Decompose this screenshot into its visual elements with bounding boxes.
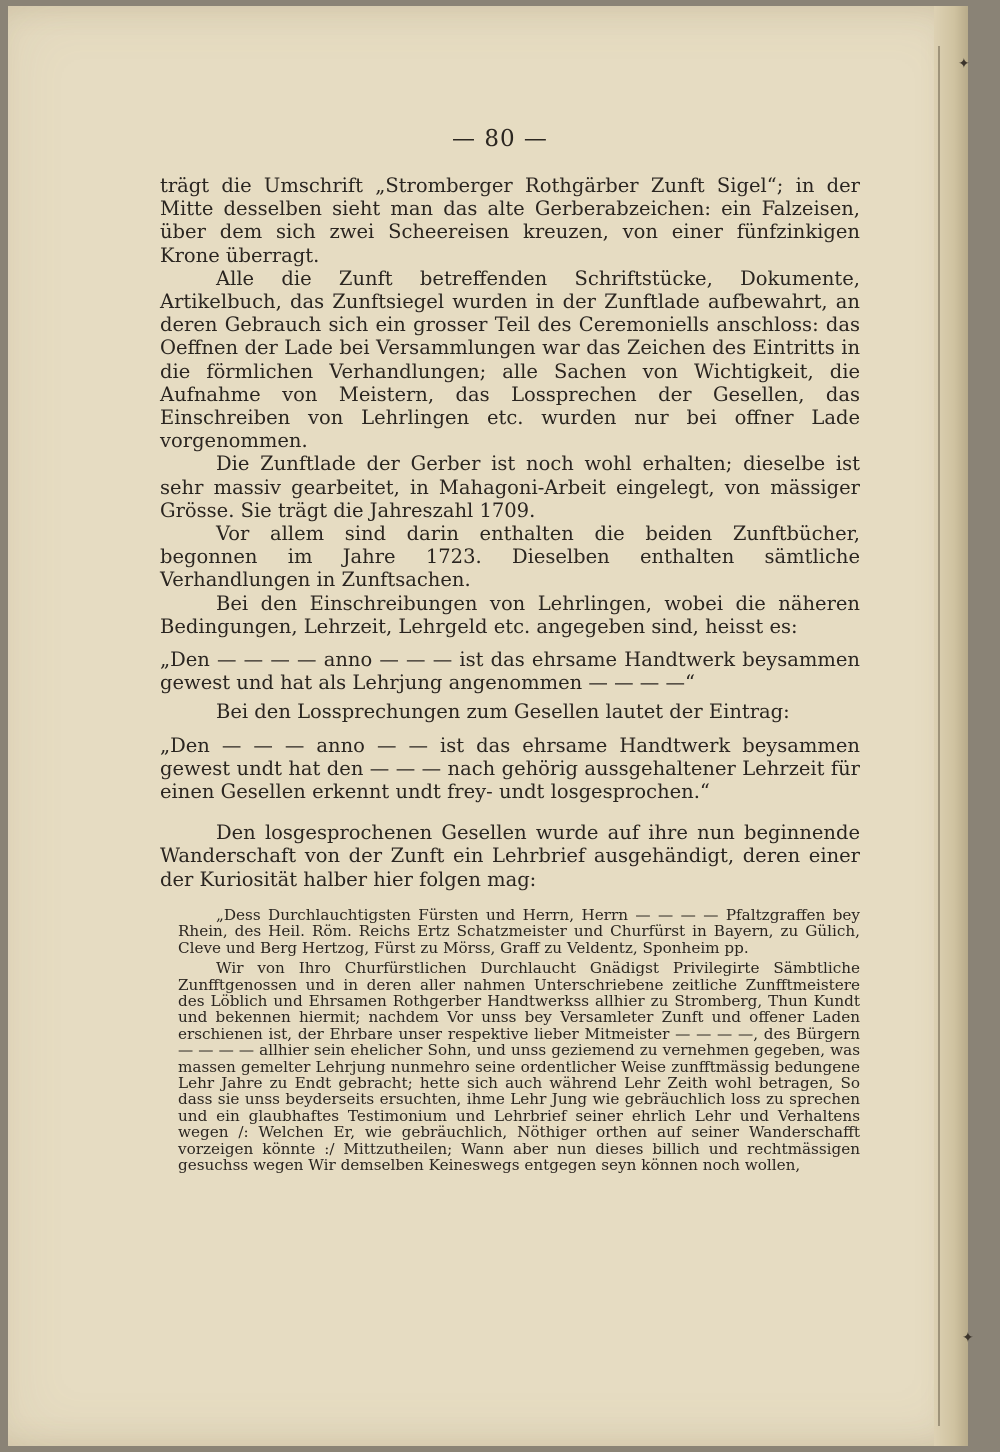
margin-mark: ✦ <box>958 56 970 72</box>
page-edge-line <box>938 46 940 1426</box>
paragraph-3: Die Zunftlade der Gerber ist noch wohl erhalten; dieselbe ist sehr massiv gearbeitet, in Mahagoni-Arbeit eingelegt, von mässiger Grösse. Sie trägt die Jahreszahl 1709. <box>160 452 860 522</box>
paragraph-5: Bei den Einschreibungen von Lehrlingen, wobei die näheren Bedingungen, Lehrzeit, Lehrgeld etc. angegeben sind, heisst es: <box>160 591 860 638</box>
quote-paragraph-2: Wir von Ihro Churfürstlichen Durchlaucht Gnädigst Privilegirte Sämbtliche Zunfftgenossen und in deren aller nahmen Unterschriebene zeitliche Zunfftmeistere des Löblich und Ehrsamen Rothgerber Handtwerkss allhier zu Stromberg, Thun Kundt und bekennen hiermit; nachdem Vor unss bey Versamleter Zunft und offener Laden erschienen ist, der Ehrbare unser respektive lieber Mitmeister — — — —, des Bürgern — — — — allhier sein ehelicher Sohn, und unss geziemend zu vernehmen gegeben, was massen gemelter Lehrjung nunmehro seine ordentlicher Weise zunfftmässig bedungene Lehr Jahre zu Endt gebracht; hette sich auch während Lehr Zeith wohl betragen, So dass sie unss beyderseits ersuchten, ihme Lehr Jung wie gebräuchlich loss zu sprechen und ein glaubhaftes Testimonium und Lehrbrief seiner ehrlich Lehr und Verhaltens wegen /: Welchen Er, wie gebräuchlich, Nöthiger orthen auf seiner Wanderschafft vorzeigen könnte :/ Mittzutheilen; Wann aber nun dieses billich und rechtmässigen gesuchss wegen Wir demselben Keineswegs entgegen seyn können noch wollen, <box>178 959 860 1174</box>
page-number: — 80 — <box>452 126 548 152</box>
paragraph-6: Bei den Lossprechungen zum Gesellen lautet der Eintrag: <box>216 700 790 724</box>
quote-paragraph-1: „Dess Durchlauchtigsten Fürsten und Herrn, Herrn — — — — Pfaltzgraffen bey Rhein, des Heil. Röm. Reichs Ertz Schatzmeister und Churfürst in Bayern, zu Gülich, Cleve und Berg Hertzog, Fürst zu Mörss, Graff zu Veldentz, Sponheim pp. <box>178 905 860 957</box>
paragraph-2: Alle die Zunft betreffenden Schriftstücke, Dokumente, Artikelbuch, das Zunftsiegel wurden in der Zunftlade aufbewahrt, an deren Gebrauch sich ein grosser Teil des Ceremoniells anschloss: das Oeffnen der Lade bei Versammlungen war das Zeichen des Eintritts in die förmlichen Verhandlungen; alle Sachen von Wichtigkeit, die Aufnahme von Meistern, das Lossprechen der Gesellen, das Einschreiben von Lehrlingen etc. wurden nur bei offner Lade vorgenommen. <box>160 266 860 453</box>
paragraph-1: trägt die Umschrift „Stromberger Rothgärber Zunft Sigel“; in der Mitte desselben sieht man das alte Gerberabzeichen: ein Falzeisen, über dem sich zwei Scheereisen kreuzen, von einer fünfzinkigen Krone überragt. <box>160 174 860 267</box>
spacer <box>160 803 860 811</box>
margin-mark: ✦ <box>962 1330 974 1346</box>
paragraph-4: Vor allem sind darin enthalten die beiden Zunftbücher, begonnen im Jahre 1723. Dieselben enthalten sämtliche Verhandlungen in Zunftsachen. <box>160 522 860 592</box>
formula-geselle: „Den — — — anno — — ist das ehrsame Handtwerk beysammen gewest undt hat den — — — nach gehörig aussgehaltener Lehrzeit für einen Gesellen erkennt undt frey- undt losgesprochen.“ <box>160 733 860 804</box>
spacer <box>160 891 860 899</box>
formula-lehrling: „Den — — — — anno — — — ist das ehrsame Handtwerk beysammen gewest und hat als Lehrjung angenommen — — — —“ <box>160 648 860 695</box>
paragraph-7: Den losgesprochenen Gesellen wurde auf ihre nun beginnende Wanderschaft von der Zunft ein Lehrbrief ausgehändigt, deren einer der Kuriosität halber hier folgen mag: <box>160 821 860 891</box>
text-body <box>160 174 860 1173</box>
